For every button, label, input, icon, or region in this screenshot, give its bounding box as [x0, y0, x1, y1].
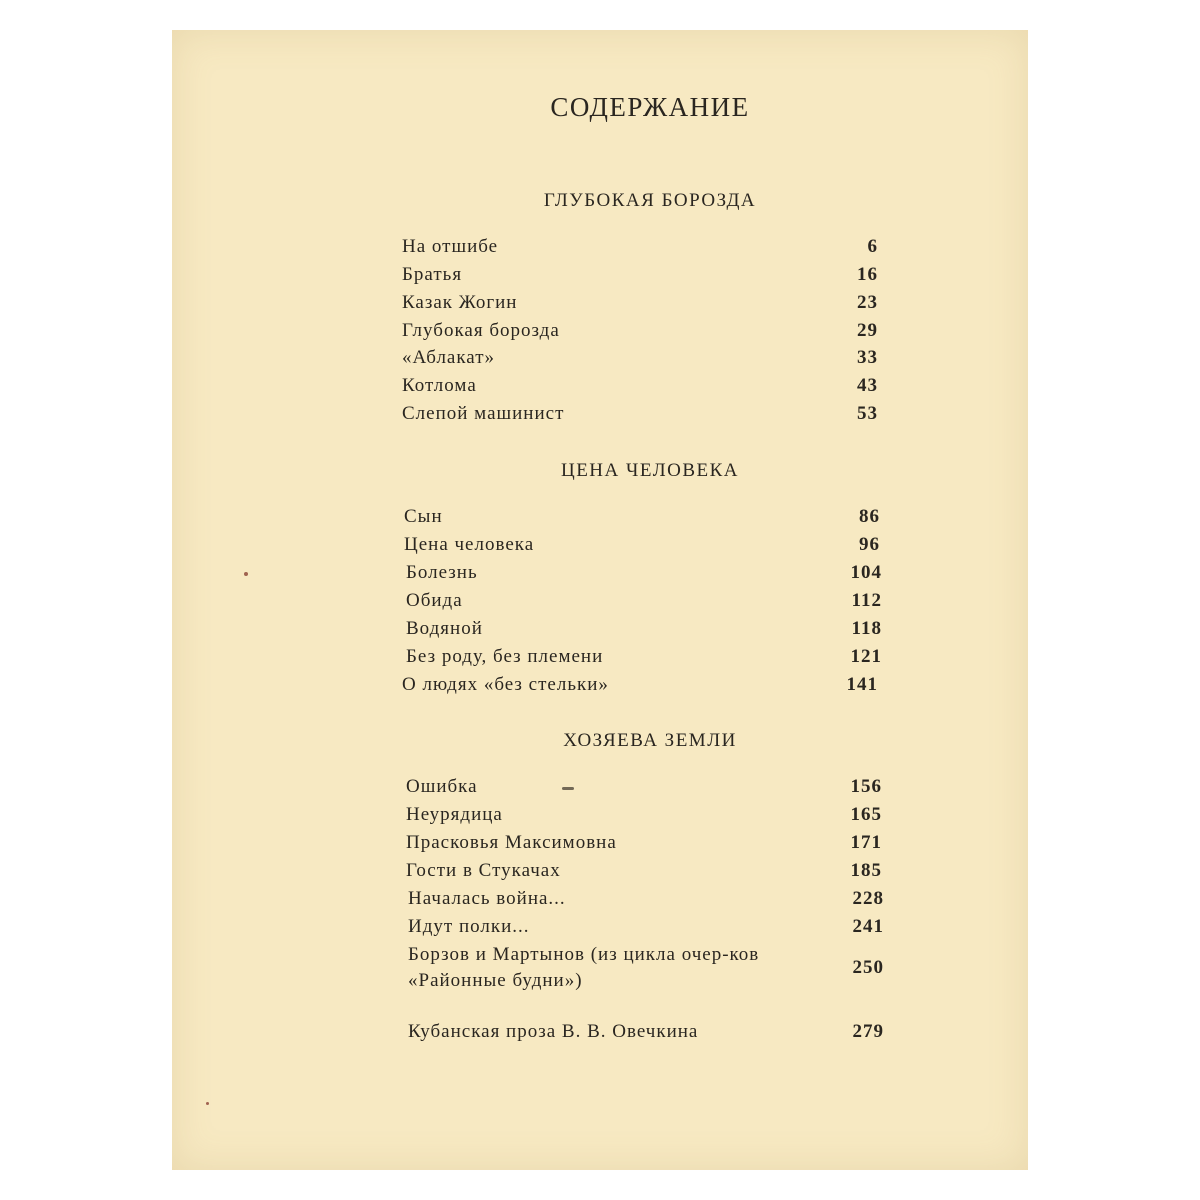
entry-title: Казак Жогин — [402, 292, 518, 313]
entry-page-number: 118 — [851, 618, 882, 639]
entry-page-number: 104 — [850, 562, 882, 583]
entry-page-number: 23 — [857, 292, 878, 313]
entry-title: Цена человека — [404, 534, 535, 555]
paper-speck — [562, 787, 574, 790]
entry-page-number: 241 — [852, 916, 884, 937]
entry-title: Началась война... — [408, 888, 566, 909]
entry-page-number: 43 — [857, 375, 878, 396]
entry-page-number: 29 — [857, 320, 878, 341]
entry-title: Идут полки... — [408, 916, 530, 937]
section-heading-1: ГЛУБОКАЯ БОРОЗДА — [543, 190, 757, 211]
entry-title: На отшибе — [402, 236, 499, 257]
entry-title: Кубанская проза В. В. Овечкина — [408, 1021, 699, 1042]
entry-page-number: 165 — [850, 804, 882, 825]
entry-title: Без роду, без племени — [406, 646, 604, 667]
entry-page-number: 141 — [846, 674, 878, 695]
paper-speck — [244, 572, 248, 576]
entry-page-number: 112 — [851, 590, 882, 611]
entry-title: О людях «без стельки» — [402, 674, 609, 695]
paper-speck — [206, 1102, 209, 1105]
entry-page-number: 228 — [852, 888, 884, 909]
entry-page-number: 156 — [850, 776, 882, 797]
section-heading-2: ЦЕНА ЧЕЛОВЕКА — [560, 460, 739, 481]
entry-title: Болезнь — [406, 562, 478, 583]
entry-page-number: 185 — [850, 860, 882, 881]
entry-page-number: 33 — [857, 347, 878, 368]
entry-title: Борзов и Мартынов (из цикла очер-ков «Районные будни») — [408, 944, 760, 991]
entry-page-number: 279 — [852, 1021, 884, 1042]
entry-title: Сын — [404, 506, 443, 527]
entry-page-number: 53 — [857, 403, 878, 424]
book-page — [172, 30, 1028, 1170]
entry-page-number: 171 — [850, 832, 882, 853]
entry-title: Водяной — [406, 618, 483, 639]
entry-page-number: 16 — [857, 264, 878, 285]
entry-title: Обида — [406, 590, 463, 611]
toc-entry — [408, 942, 884, 998]
entry-title: «Аблакат» — [402, 347, 496, 368]
page-title: СОДЕРЖАНИЕ — [550, 92, 750, 122]
entry-page-number: 121 — [850, 646, 882, 667]
entry-title: Слепой машинист — [402, 403, 565, 424]
entry-title: Глубокая борозда — [402, 320, 560, 341]
entry-title: Братья — [402, 264, 463, 285]
entry-page-number: 250 — [852, 957, 884, 978]
entry-title: Котлома — [402, 375, 477, 396]
entry-title: Неурядица — [406, 804, 503, 825]
entry-page-number: 96 — [859, 534, 880, 555]
section-heading-3: ХОЗЯЕВА ЗЕМЛИ — [563, 730, 737, 751]
entry-title: Ошибка — [406, 776, 478, 797]
entry-title: Прасковья Максимовна — [406, 832, 617, 853]
entry-page-number: 6 — [867, 236, 878, 257]
entry-title: Гости в Стукачах — [406, 860, 561, 881]
entry-page-number: 86 — [859, 506, 880, 527]
